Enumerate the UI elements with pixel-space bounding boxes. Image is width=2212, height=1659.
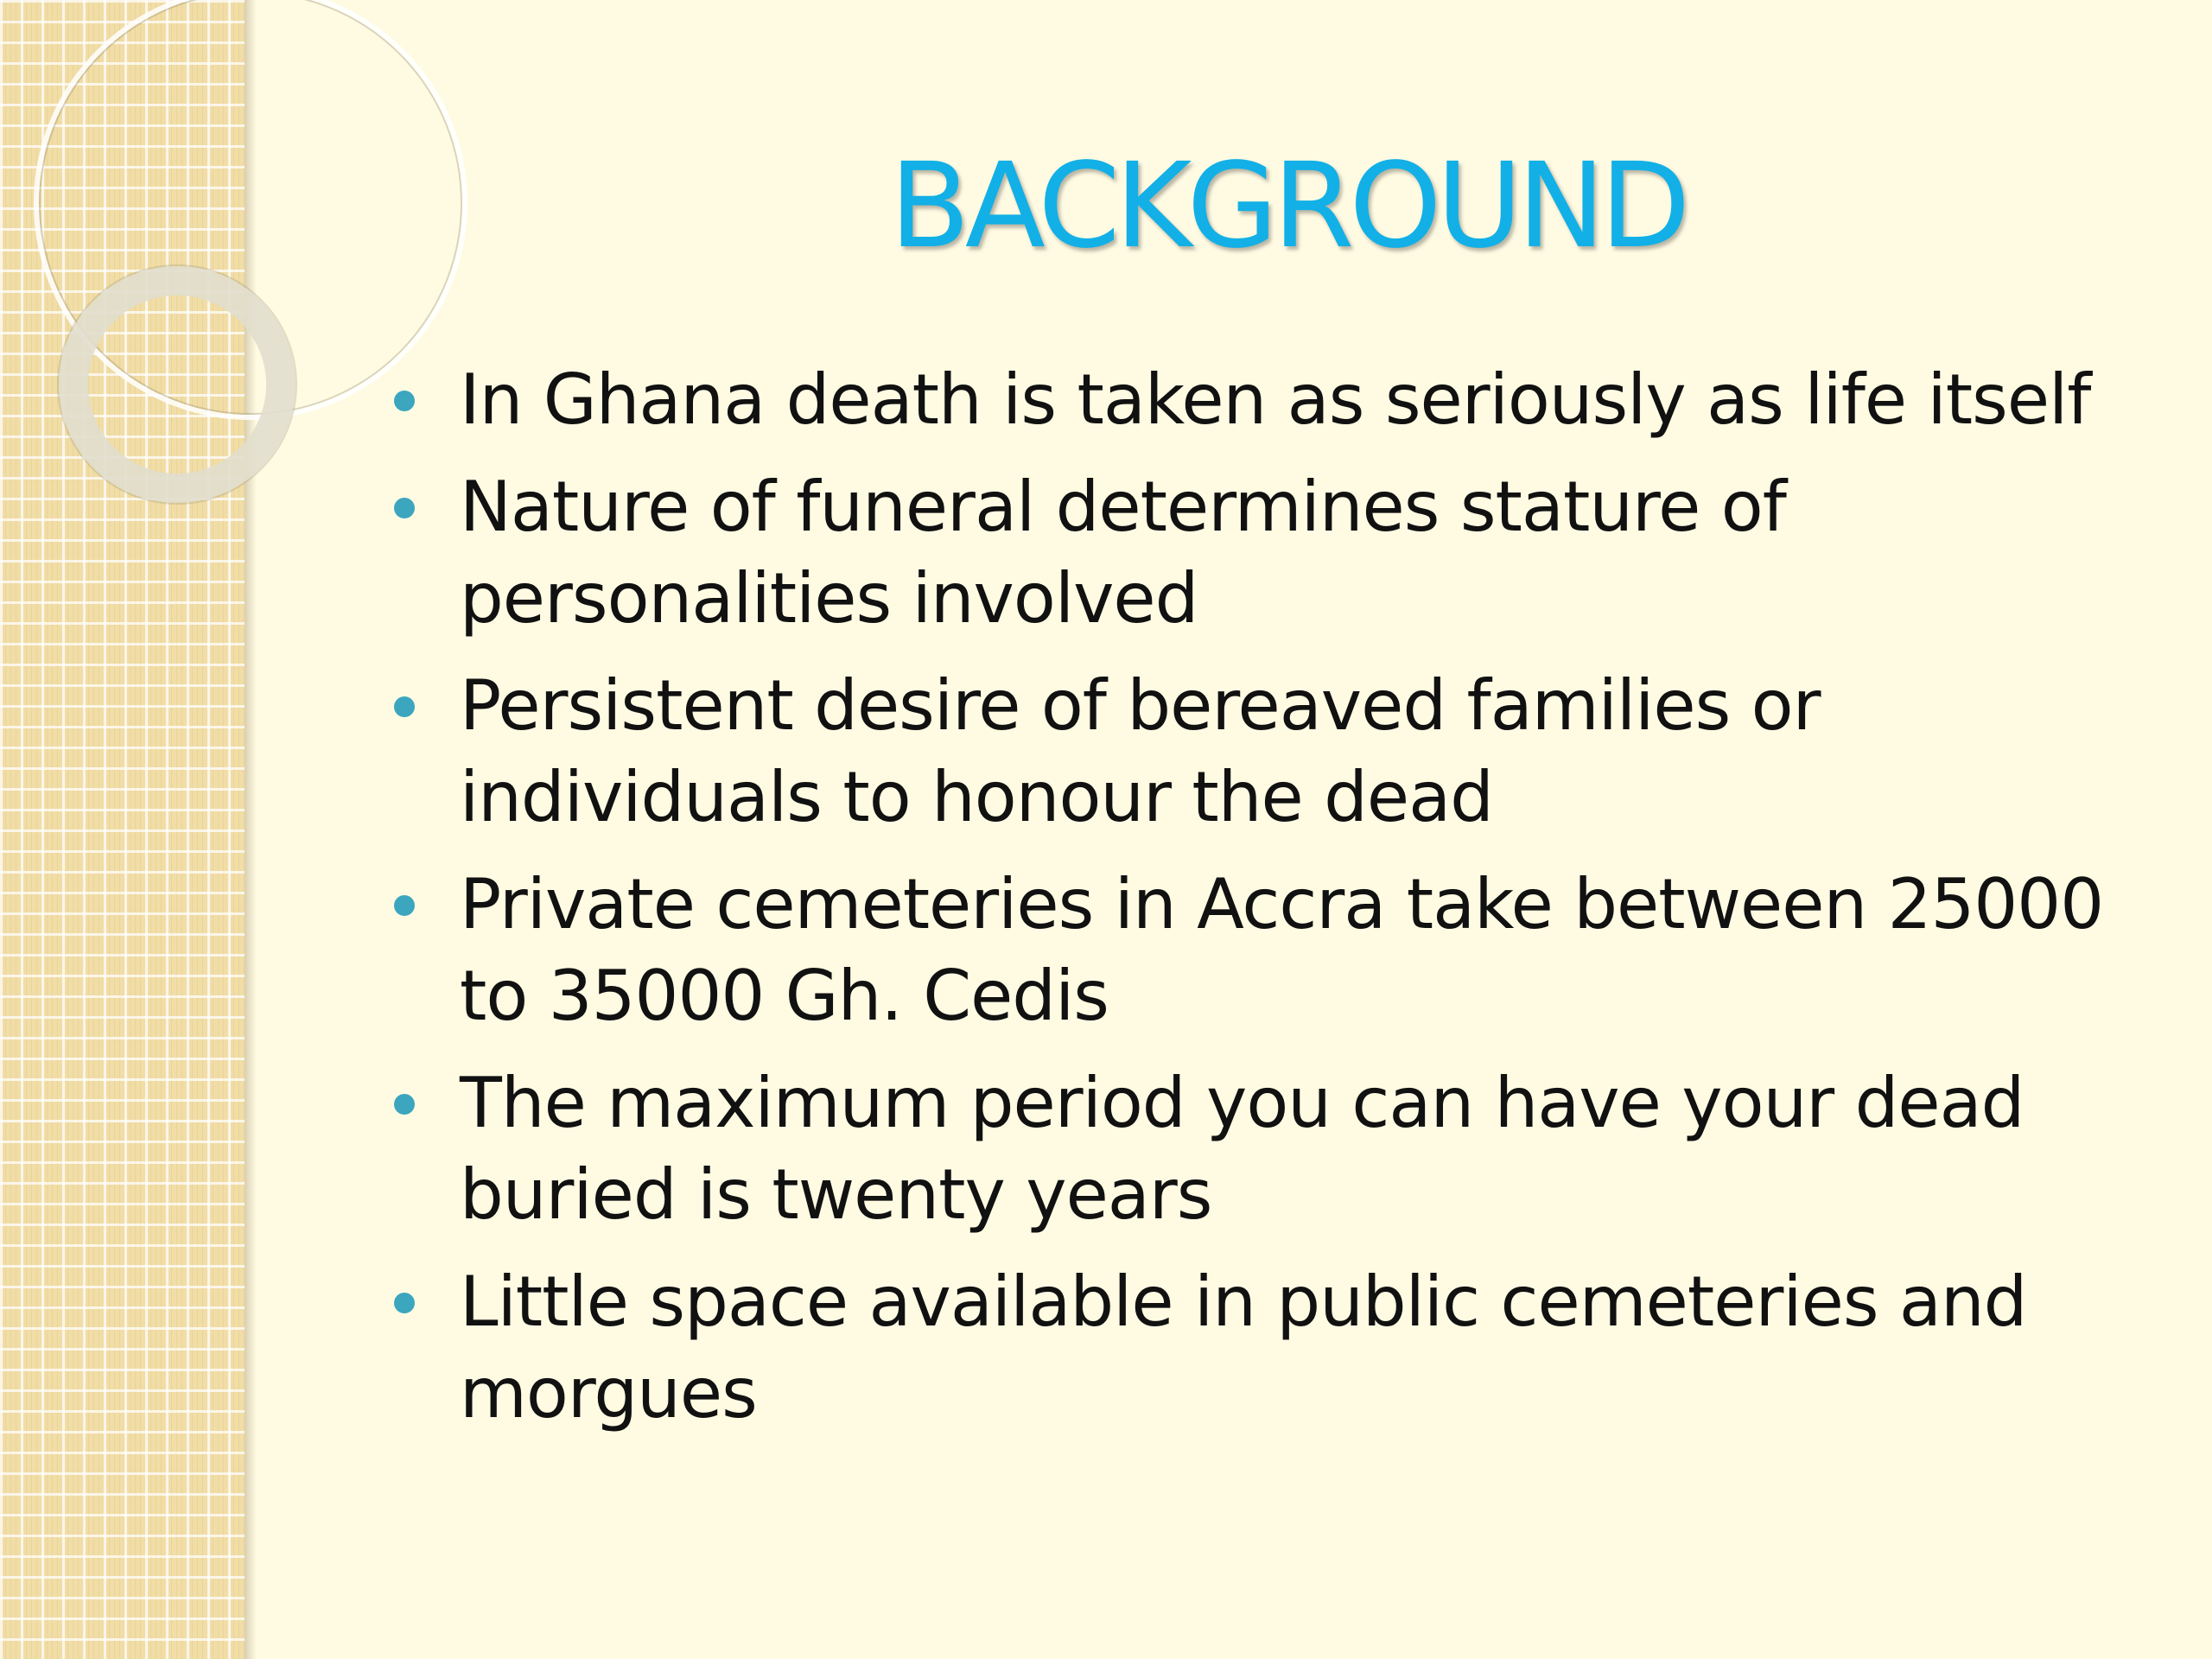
decorative-rings [0,0,259,553]
bullet-text: In Ghana death is taken as seriously as life itself [460,359,2091,440]
bullet-text: Persistent desire of bereaved families or individuals to honour the dead [460,665,1821,837]
bullet-list [363,354,2195,1455]
bullet-text: Little space available in public cemeteries and morgues [460,1262,2027,1433]
bullet-item [363,1256,2188,1440]
bullet-marker-icon [394,1293,415,1313]
bullet-text: The maximum period you can have your dead buried is twenty years [460,1063,2024,1235]
bullet-marker-icon [394,498,415,518]
bullet-marker-icon [394,696,415,717]
bullet-marker-icon [394,391,415,411]
bullet-text: Nature of funeral determines stature of personalities involved [460,467,1786,639]
bullet-marker-icon [394,895,415,916]
bullet-item [363,461,2188,645]
bullet-item [363,1058,2188,1241]
bullet-item [363,354,2188,446]
bullet-item [363,660,2188,843]
bullet-text: Private cemeteries in Accra take between 25000 to 35000 Gh. Cedis [460,864,2104,1036]
bullet-marker-icon [394,1094,415,1115]
bullet-item [363,859,2188,1042]
slide-title: BACKGROUND [889,138,1686,275]
